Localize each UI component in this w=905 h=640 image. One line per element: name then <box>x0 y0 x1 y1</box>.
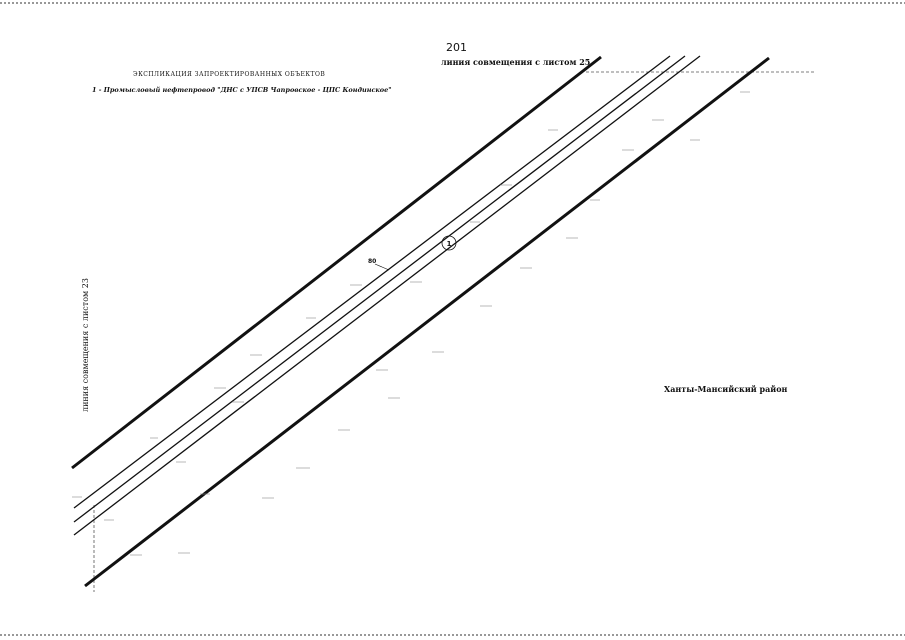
page-number: 201 <box>446 41 467 54</box>
chainage-leader <box>375 264 389 270</box>
pipeline-line <box>74 56 685 522</box>
corridor-line-2 <box>74 56 700 535</box>
corridor-line-1 <box>74 56 670 508</box>
row-boundary-upper <box>72 57 601 468</box>
junction-label-top: линия совмещения с листом 25 <box>441 57 591 67</box>
object-marker-number: 1 <box>446 240 452 248</box>
legend-title: ЭКСПЛИКАЦИЯ ЗАПРОЕКТИРОВАННЫХ ОБЪЕКТОВ <box>133 71 326 78</box>
row-boundary-lower <box>85 58 769 586</box>
legend-item: 1 - Промысловый нефтепровод "ДНС с УПСВ Чапровское - ЦПС Кондинское" <box>92 86 392 94</box>
junction-label-left: линия совмещения с листом 23 <box>81 278 90 412</box>
chainage-marker: 80 <box>368 258 377 265</box>
district-label: Ханты-Мансийский район <box>664 384 788 394</box>
survey-ticks <box>72 92 750 555</box>
